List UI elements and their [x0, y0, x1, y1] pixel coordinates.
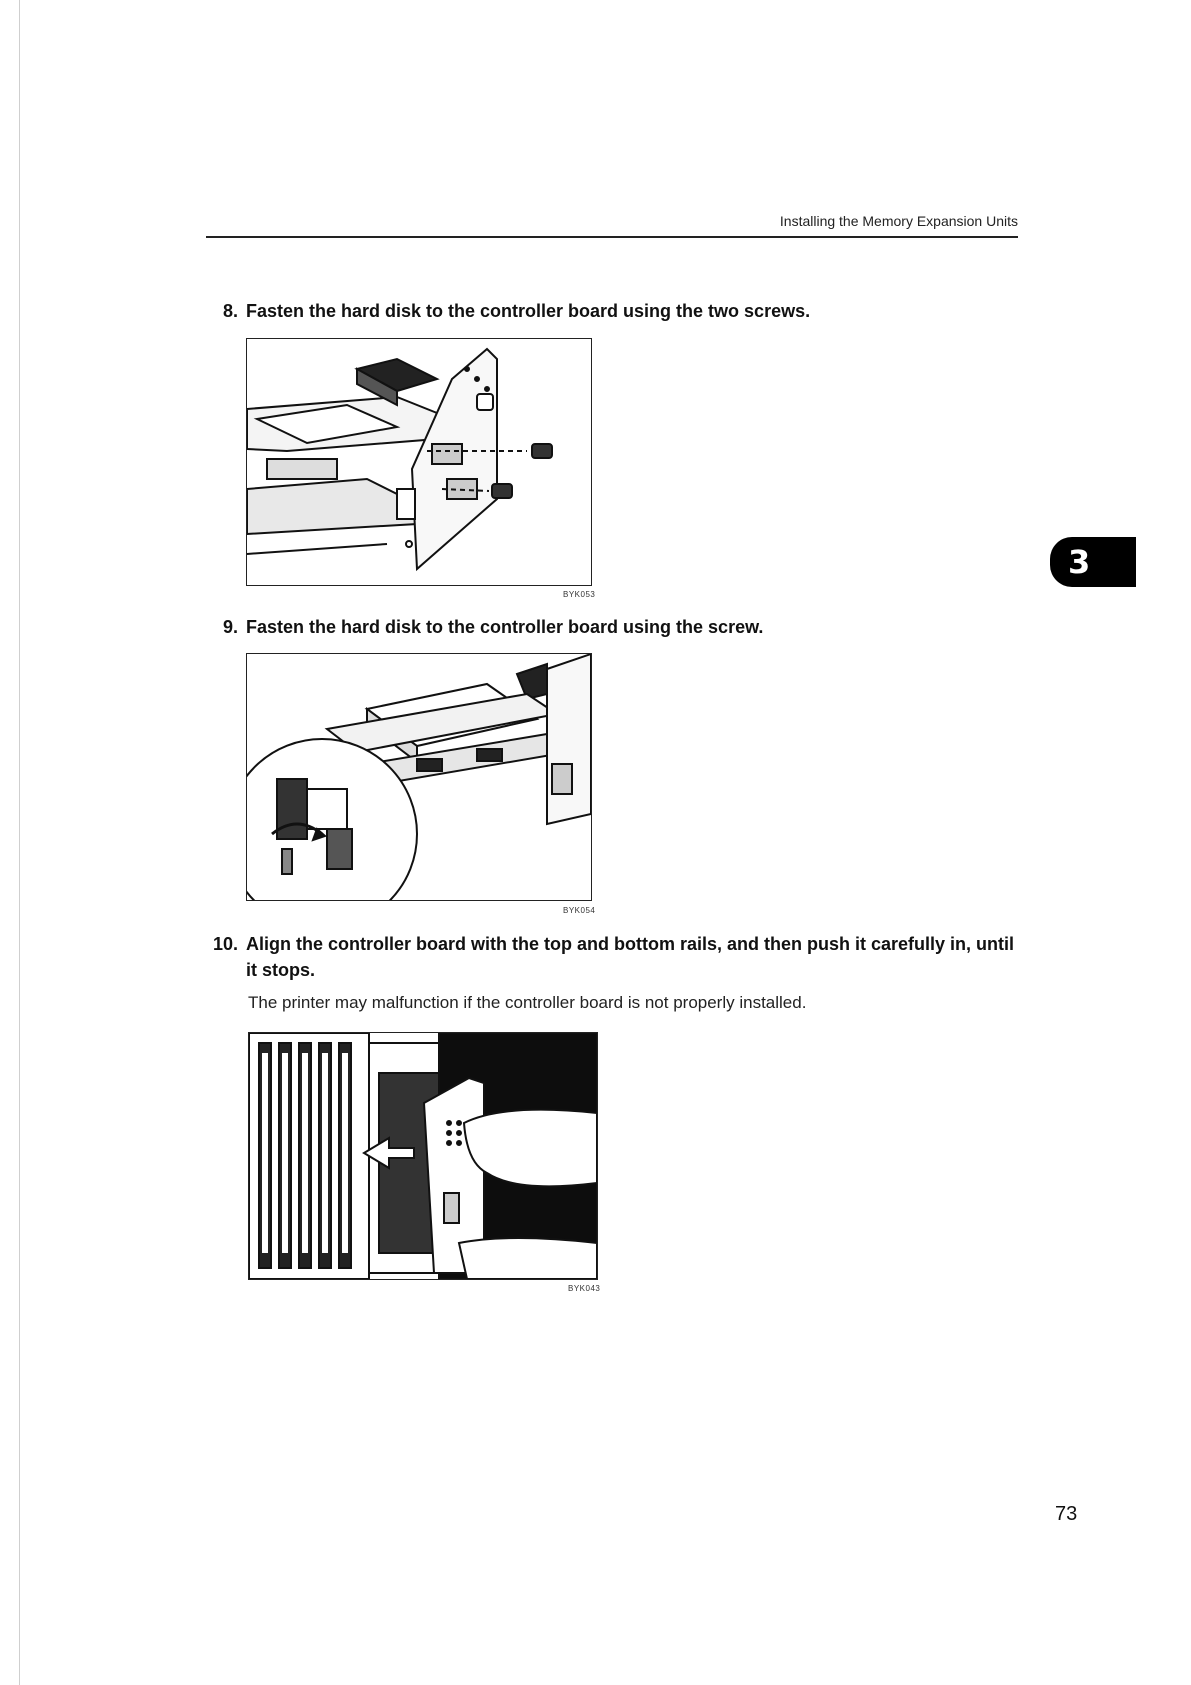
- figure-code: BYK054: [563, 906, 596, 915]
- step-text: Fasten the hard disk to the controller board using the screw.: [246, 617, 764, 637]
- step-8: [208, 298, 1028, 324]
- hard-disk-one-screw-illustration: [247, 654, 591, 900]
- step-10: [208, 931, 1028, 983]
- step-number: 10.: [212, 934, 238, 954]
- page-number: 73: [1055, 1503, 1078, 1525]
- figure-hard-disk-two-screws: [246, 338, 592, 586]
- step-number: 9.: [222, 617, 238, 637]
- figure-code: BYK053: [563, 590, 596, 599]
- figure-insert-controller-board: [248, 1032, 598, 1280]
- figure-code: BYK043: [568, 1284, 601, 1293]
- step-text: Fasten the hard disk to the controller board using the two screws.: [246, 301, 811, 321]
- header-rule: [206, 236, 1018, 238]
- binding-edge-line: [19, 0, 20, 1685]
- hard-disk-two-screws-illustration: [247, 339, 591, 585]
- step-number: 8.: [222, 301, 238, 321]
- step-note: The printer may malfunction if the controller board is not properly installed.: [248, 993, 807, 1012]
- step-text-line-2: it stops.: [246, 960, 316, 980]
- chapter-tab: [1050, 537, 1136, 587]
- insert-controller-board-illustration: [249, 1033, 597, 1279]
- step-text-line-1: Align the controller board with the top and bottom rails, and then push it carefully in, until: [246, 934, 1015, 954]
- running-header: Installing the Memory Expansion Units: [779, 213, 1018, 229]
- step-9: [208, 614, 1028, 640]
- figure-hard-disk-one-screw: [246, 653, 592, 901]
- chapter-number: 3: [1068, 543, 1091, 581]
